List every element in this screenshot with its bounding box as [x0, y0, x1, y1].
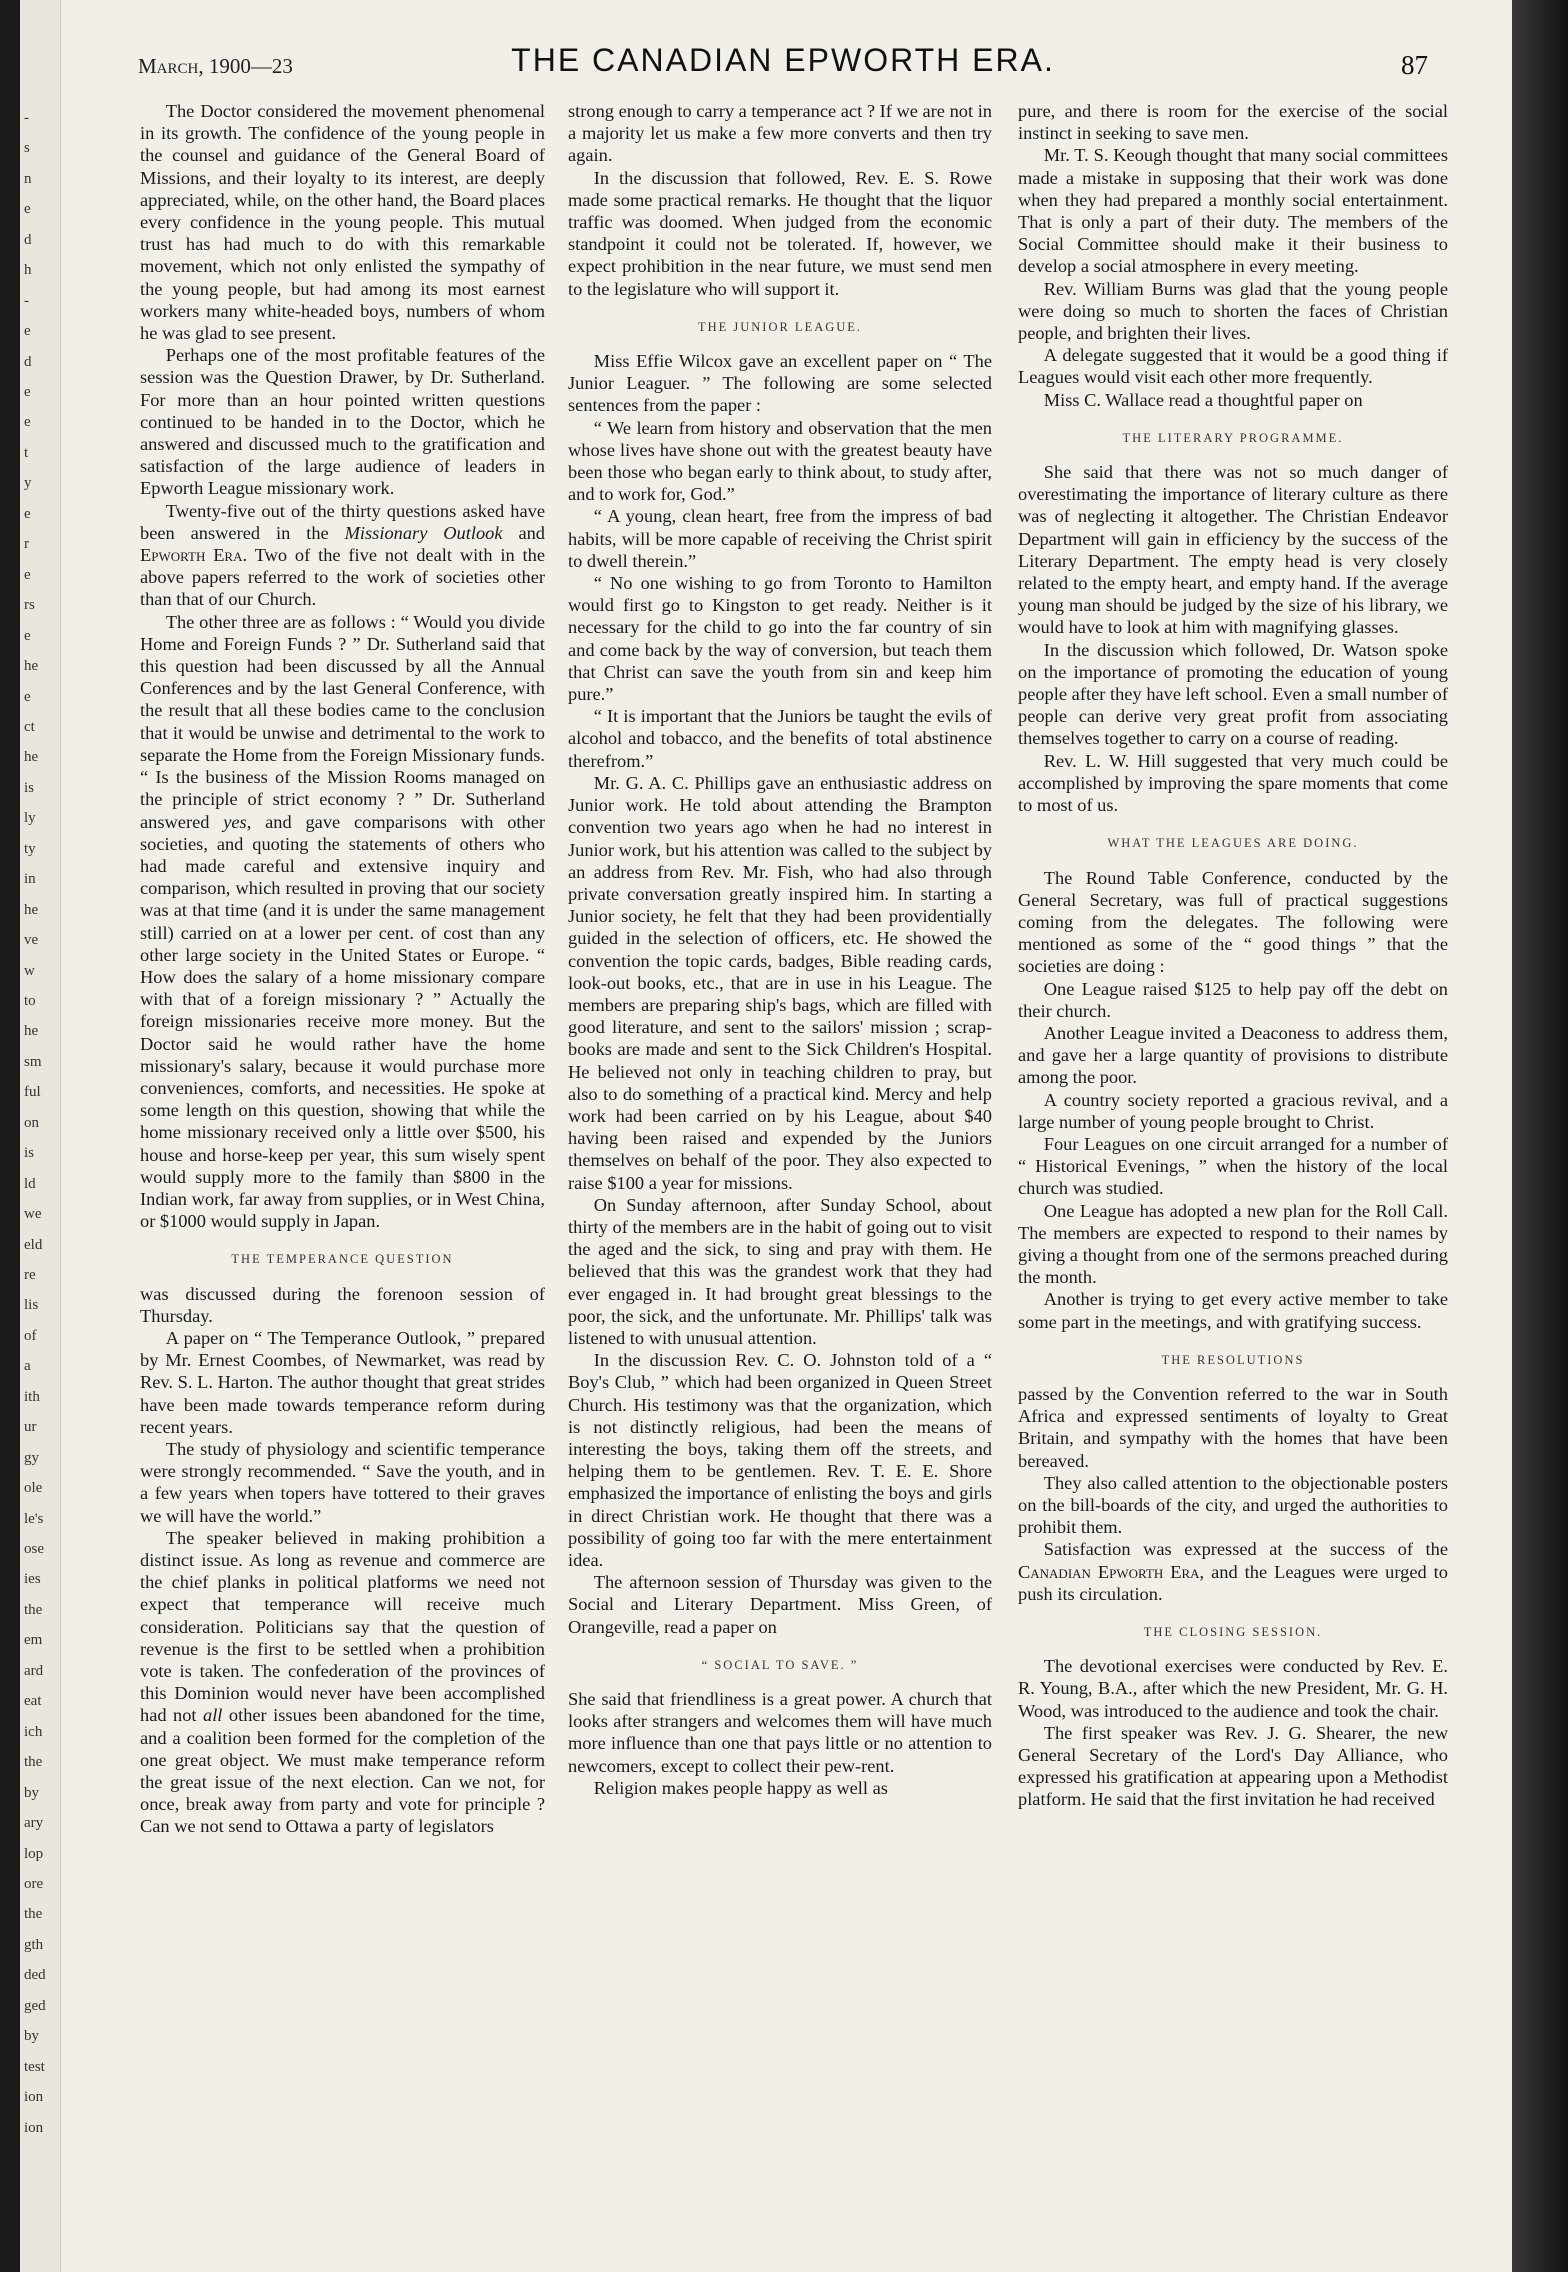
edge-text-fragment: em	[24, 1632, 43, 1649]
paragraph: Another is trying to get every active member to take some part in the meetings, and with gratifying success.	[1018, 1289, 1448, 1332]
book-spine	[1512, 0, 1568, 2272]
paragraph: She said that friendliness is a great power. A church that looks after strangers and welcomes them will have much more influence than one that pays little or no attention to newcomers, except to collect their pew-rent.	[568, 1689, 992, 1776]
edge-text-fragment: to	[24, 992, 36, 1009]
article-column-2	[568, 100, 992, 1799]
page-number: 87	[1401, 50, 1428, 80]
edge-text-fragment: by	[24, 1784, 39, 1801]
edge-text-fragment: ary	[24, 1815, 44, 1832]
paragraph: In the discussion that followed, Rev. E. S. Rowe made some practical remarks. He thought that the liquor traffic was doomed. When judged from the economic standpoint it could not be tolerated. If, however, we expect prohibition in the near future, we must send men to the legislature who will support it.	[568, 167, 992, 299]
masthead-title: THE CANADIAN EPWORTH ERA.	[511, 42, 1055, 78]
edge-text-fragment: ct	[24, 718, 35, 735]
edge-text-fragment: gth	[24, 1936, 44, 1953]
edge-text-fragment: e	[24, 201, 31, 218]
edge-text-fragment: ty	[24, 840, 36, 857]
edge-text-fragment: ole	[24, 1480, 43, 1497]
edge-text-fragment: -	[24, 110, 29, 126]
edge-text-fragment: the	[24, 1601, 43, 1618]
article-column-1	[140, 100, 545, 1838]
article-column-3	[1018, 100, 1448, 1811]
edge-text-fragment: is	[24, 1145, 35, 1162]
edge-text-fragment: w	[24, 962, 35, 979]
paragraph: Rev. William Burns was glad that the young people were doing so much to shorten the faces of Christian people, and brighten their lives.	[1018, 278, 1448, 344]
edge-text-fragment: d	[24, 353, 32, 370]
edge-text-fragment: gy	[24, 1449, 39, 1466]
paragraph: Four Leagues on one circuit arranged for a number of “ Historical Evenings, ” when the history of the local church was studied.	[1018, 1133, 1448, 1199]
edge-text-fragment: is	[24, 779, 35, 796]
edge-text-fragment: s	[24, 140, 30, 157]
paragraph: The devotional exercises were conducted by Rev. E. R. Young, B.A., after which the new President, Mr. G. H. Wood, was introduced to the audience and took the chair.	[1018, 1656, 1448, 1721]
paragraph: “ No one wishing to go from Toronto to Hamilton would first go to Kingston to get ready. Neither is it necessary for the child to go into the far country of sin and come back by the way of conversion, but teach them that Christ can save the youth from sin and keep him pure.”	[568, 573, 992, 705]
edge-text-fragment: eld	[24, 1236, 43, 1253]
paragraph: “ We learn from history and observation that the men whose lives have shone out with the greatest beauty have been those who began early to think about, to study after, and to work for, God.”	[568, 417, 992, 505]
edge-text-fragment: e	[24, 627, 31, 644]
edge-text-fragment: test	[24, 2058, 45, 2075]
edge-text-fragment: ose	[24, 1541, 44, 1558]
section-heading: “ SOCIAL TO SAVE. ”	[701, 1657, 859, 1672]
paragraph: The afternoon session of Thursday was given to the Social and Literary Department. Miss Green, of Orangeville, read a paper on	[568, 1572, 992, 1637]
section-heading: THE RESOLUTIONS	[1161, 1352, 1305, 1367]
paragraph: In the discussion Rev. C. O. Johnston told of a “ Boy's Club, ” which had been organized in Queen Street Church. His testimony was that the organization, which is not distinctly religious, had been the means of interesting the boys, taking them off the streets, and helping them to be gentlemen. Rev. T. E. E. Shore emphasized the importance of enlisting the boys and girls in direct Christian work. He thought that there was a possibility of going too far with the mere entertainment idea.	[568, 1350, 992, 1570]
edge-text-fragment: the	[24, 1754, 43, 1771]
edge-text-fragment: t	[24, 444, 29, 461]
section-heading: WHAT THE LEAGUES ARE DOING.	[1107, 836, 1359, 851]
edge-text-fragment: e	[24, 566, 31, 583]
paragraph: Mr. T. S. Keough thought that many social committees made a mistake in supposing that their work was done when they had prepared a monthly social entertainment. That is only a part of their duty. The members of the Social Committee should make it their business to develop a social atmosphere in every meeting.	[1018, 145, 1448, 277]
edge-text-fragment: the	[24, 1906, 43, 1923]
paragraph: A country society reported a gracious revival, and a large number of young people brought to Christ.	[1018, 1089, 1448, 1132]
edge-text-fragment: ich	[24, 1723, 43, 1740]
edge-text-fragment: sm	[24, 1053, 42, 1070]
section-heading: THE LITERARY PROGRAMME.	[1122, 430, 1344, 445]
publication-title: Canadian Epworth Era	[1018, 1561, 1200, 1582]
edge-text-fragment: on	[24, 1114, 39, 1131]
adjacent-page-edge	[20, 0, 61, 2272]
edge-text-fragment: a	[24, 1358, 31, 1375]
edge-text-fragment: ded	[24, 1967, 46, 1984]
edge-text-fragment: eat	[24, 1693, 42, 1710]
paragraph: Miss C. Wallace read a thoughtful paper on	[1043, 389, 1363, 410]
paragraph: passed by the Convention referred to the war in South Africa and expressed sentiments of loyalty to Great Britain, and sympathy with the homes that have been bereaved.	[1018, 1383, 1448, 1471]
paragraph: The study of physiology and scientific temperance were strongly recommended. “ Save the youth, and in a few years when topers have tottered to their graves we will have the world.”	[140, 1438, 545, 1526]
edge-text-fragment: ith	[24, 1388, 40, 1405]
paragraph: Rev. L. W. Hill suggested that very much could be accomplished by improving the spare moments that come to most of us.	[1018, 750, 1448, 816]
paragraph: Twenty-five out of the thirty questions asked have been answered in the Missionary Outlook and Epworth Era. Two of the five not dealt with in the above papers referred to the work of societies other than that of our Church.	[140, 500, 546, 610]
paragraph: Satisfaction was expressed at the success of the Canadian Epworth Era, and the Leagues were urged to push its circulation.	[1018, 1539, 1448, 1604]
paragraph: “ It is important that the Juniors be taught the evils of alcohol and tobacco, and the benefits of total abstinence therefrom.”	[568, 706, 992, 771]
paragraph: Religion makes people happy as well as	[593, 1777, 888, 1798]
paragraph: strong enough to carry a temperance act ? If we are not in a majority let us make a few more converts and then try again.	[568, 101, 992, 166]
edge-text-fragment: ful	[24, 1084, 41, 1101]
edge-text-fragment: e	[24, 323, 31, 340]
newspaper-page	[20, 0, 1512, 2272]
section-heading: THE TEMPERANCE QUESTION	[231, 1252, 454, 1267]
edge-text-fragment: h	[24, 262, 32, 279]
edge-text-fragment: ard	[24, 1662, 44, 1679]
paragraph: “ A young, clean heart, free from the impress of bad habits, will be more capable of receiving the Christ spirit to dwell therein.”	[568, 506, 992, 571]
publication-title: Missionary Outlook	[344, 522, 503, 543]
edge-text-fragment: e	[24, 414, 31, 431]
edge-text-fragment: ve	[24, 932, 39, 949]
paragraph: They also called attention to the objectionable posters on the bill-boards of the city, and urged the authorities to prohibit them.	[1018, 1472, 1448, 1538]
paragraph: A delegate suggested that it would be a good thing if Leagues would visit each other more frequently.	[1018, 345, 1448, 388]
page-header	[138, 42, 1428, 92]
edge-text-fragment: by	[24, 2028, 39, 2045]
edge-text-fragment: ion	[24, 2119, 44, 2136]
edge-text-fragment: ur	[24, 1419, 37, 1436]
paragraph: The Round Table Conference, conducted by the General Secretary, was full of practical suggestions coming from the delegates. The following were mentioned as some of the “ good things ” that the societies are doing :	[1018, 867, 1448, 977]
paragraph: She said that there was not so much danger of overestimating the importance of literary culture as there was of neglecting it altogether. The Christian Endeavor Department will gain in efficiency by the success of the Literary Department. The empty head is very closely related to the empty heart, and empty hand. If the average young man should be judged by the size of his library, we would have to look at him with magnifying glasses.	[1018, 462, 1448, 638]
section-heading: THE JUNIOR LEAGUE.	[697, 319, 863, 334]
edge-text-fragment: e	[24, 688, 31, 705]
edge-text-fragment: he	[24, 1023, 39, 1040]
edge-text-fragment: re	[24, 1267, 36, 1283]
edge-text-fragment: ld	[24, 1175, 36, 1192]
paragraph: In the discussion which followed, Dr. Watson spoke on the importance of promoting the education of young people after they have left school. Even a small number of people can derive very great profit from associating themselves together to carry on a course of reading.	[1018, 639, 1448, 749]
edge-text-fragment: n	[24, 170, 32, 187]
edge-text-fragment: ies	[24, 1571, 41, 1588]
paragraph: Another League invited a Deaconess to address them, and gave her a large quantity of provisions to distribute among the poor.	[1018, 1022, 1448, 1088]
edge-text-fragment: he	[24, 901, 39, 918]
paragraph: The first speaker was Rev. J. G. Shearer, the new General Secretary of the Lord's Day Alliance, who expressed his gratification at appearing upon a Methodist platform. He said that the first invitation he had received	[1018, 1722, 1448, 1810]
paragraph: A paper on “ The Temperance Outlook, ” prepared by Mr. Ernest Coombes, of Newmarket, was read by Rev. S. L. Harton. The author thought that great strides have been made towards temperance reform during recent years.	[140, 1327, 545, 1437]
edge-text-fragment: lis	[24, 1297, 39, 1314]
publication-title: Epworth Era	[140, 545, 243, 566]
edge-text-fragment: e	[24, 384, 31, 401]
edge-text-fragment: y	[24, 475, 32, 492]
edge-text-fragment: le's	[24, 1510, 44, 1527]
edge-text-fragment: d	[24, 231, 32, 248]
paragraph: was discussed during the forenoon session of Thursday.	[140, 1283, 545, 1326]
edge-text-fragment: of	[24, 1327, 37, 1344]
section-heading: THE CLOSING SESSION.	[1143, 1625, 1323, 1639]
edge-text-fragment: ly	[24, 810, 36, 827]
edge-text-fragment: -	[24, 292, 29, 309]
edge-text-fragment: r	[24, 536, 29, 553]
edge-text-fragment: in	[24, 871, 36, 888]
issue-date: March, 1900—23	[138, 54, 293, 78]
paragraph: Mr. G. A. C. Phillips gave an enthusiastic address on Junior work. He told about attending the Brampton convention two years ago when he had no interest in Junior work, but his attention was called to the subject by an address from Rev. Mr. Fish, who had also through private conversation greatly inspired him. In starting a Junior society, he felt that they had been providentially guided in the selection of officers, etc. He showed the convention the topic cards, badges, Bible reading cards, look-out books, etc., that are in use in his League. The members are preparing ship's bags, which are filled with good literature, and sent to the sailors' mission ; scrap-books are made and sent to the Sick Children's Hospital. He believed not only in teaching children to pray, but also to do something of a practical kind. Mercy and help work had been carried on by his League, about $40 having been raised and expended by the Juniors themselves on behalf of the poor. They also expected to raise $100 a year for missions.	[568, 772, 992, 1193]
paragraph: On Sunday afternoon, after Sunday School, about thirty of the members are in the habit of going out to visit the aged and the sick, to sing and pray with them. He believed that this was the grandest work that they had ever engaged in. It had brought great blessings to the poor, the sick, and the unfortunate. Mr. Phillips' talk was listened to with unusual attention.	[568, 1194, 992, 1348]
edge-text-fragment: ion	[24, 2089, 44, 2106]
paragraph: One League has adopted a new plan for the Roll Call. The members are expected to respond to their names by giving a thought from one of the sermons preached during the month.	[1018, 1200, 1448, 1288]
edge-text-fragment: rs	[24, 597, 35, 614]
edge-text-fragment: ged	[24, 1997, 46, 2014]
edge-text-fragment: e	[24, 505, 31, 522]
edge-text-fragment: he	[24, 749, 39, 766]
paragraph: The other three are as follows : “ Would you divide Home and Foreign Funds ? ” Dr. Sutherland said that this question had been discussed by all the Annual Conferences and by the last General Conference, with the result that all these bodies came to the conclusion that it would be unwise and detrimental to the work to separate the Home from the Foreign Missionary funds. “ Is the business of the Mission Rooms managed on the principle of strict economy ? ” Dr. Sutherland answered yes, and gave comparisons with other societies, and quoting the statements of others who had made careful and extensive inquiry and comparison, which resulted in proving that our society was at that time (and it is under the same management still) carried on at a lower per cent. of cost than any other large society in the United States or Europe. “ How does the salary of a home missionary compare with that of a foreign missionary ? ” Actually the foreign missionaries receive more money. But the Doctor said he would rather have the home missionary's salary, because it would purchase more conveniences, comforts, and necessities. He spoke at some length on this question, showing that while the home missionary received only a little over $500, his house and horse-keep per year, this sum wisely spent would supply more to the family than $800 in the Indian work, far away from supplies, or in West China, or $1000 would supply in Japan.	[140, 611, 545, 1232]
edge-text-fragment: ore	[24, 1875, 44, 1892]
paragraph: The Doctor considered the movement phenomenal in its growth. The confidence of the young people in the counsel and guidance of the General Board of Missions, and their loyalty to its interest, are deeply appreciated, while, on the other hand, the Board places every confidence in the young people. This mutual trust has had much to do with this remarkable movement, which not only enlisted the sympathy of the young people, but had among its most earnest workers many white-headed boys, numbers of whom he was glad to see present.	[140, 101, 545, 344]
paragraph: One League raised $125 to help pay off the debt on their church.	[1018, 978, 1448, 1021]
edge-text-fragment: we	[24, 1206, 42, 1223]
paragraph: Miss Effie Wilcox gave an excellent paper on “ The Junior Leaguer. ” The following are some selected sentences from the paper :	[568, 351, 992, 416]
paragraph: Perhaps one of the most profitable features of the session was the Question Drawer, by Dr. Sutherland. For more than an hour pointed written questions continued to be handed in to the Doctor, which he answered and discussed much to the gratification and satisfaction of the large audience of leaders in Epworth League missionary work.	[140, 345, 545, 499]
edge-text-fragment: lop	[24, 1845, 44, 1862]
paragraph: pure, and there is room for the exercise of the social instinct in seeking to save men.	[1018, 101, 1448, 144]
edge-text-fragment: he	[24, 658, 39, 675]
paragraph: The speaker believed in making prohibition a distinct issue. As long as revenue and commerce are the chief planks in political platforms we need not expect that temperance will receive much consideration. Politicians say that the question of revenue is the first to be settled when a prohibition vote is taken. The confederation of the provinces of this Dominion would never have been accomplished had not all other issues been abandoned for the time, and a coalition been formed for the completion of the one great object. We must make temperance reform the great issue of the next election. Can we not, for once, break away from party and vote for principle ? Can we not send to Ottawa a party of legislators	[140, 1527, 546, 1837]
